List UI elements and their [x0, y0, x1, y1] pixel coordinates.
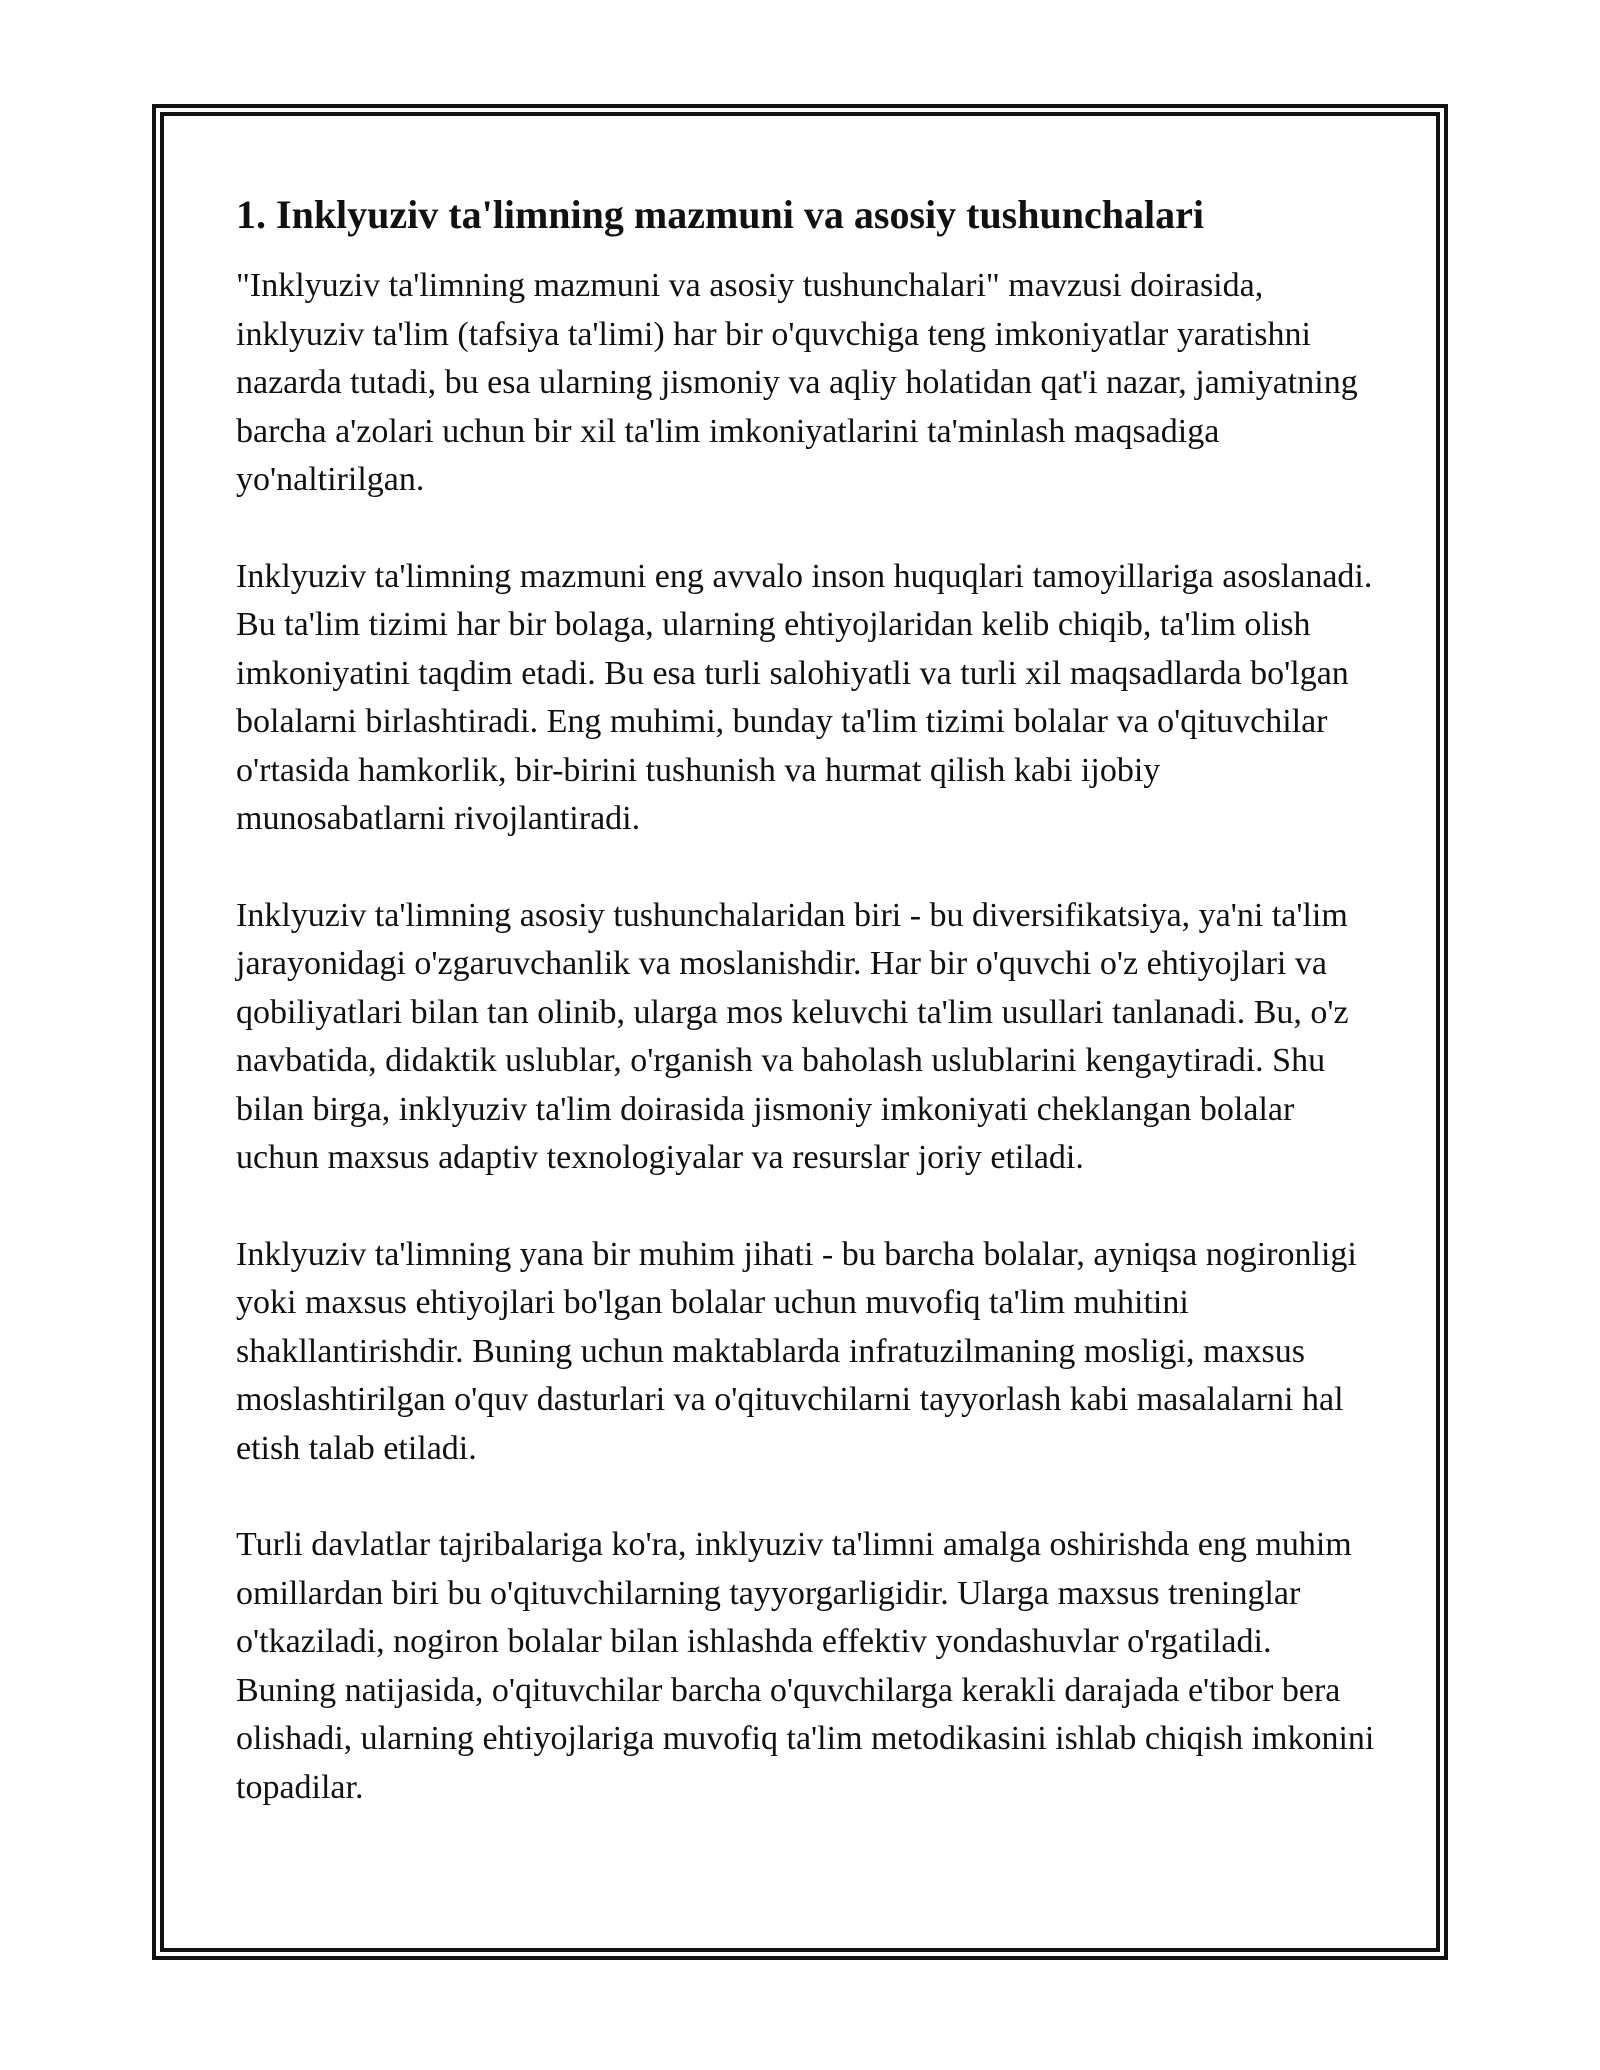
paragraph-5: Turli davlatlar tajribalariga ko'ra, inklyuziv ta'limni amalga oshirishda eng muhim omillardan biri bu o'qituvchilarning tayyorgarligidir. Ularga maxsus treninglar o'tkaziladi, nogiron bolalar bilan ishlashda effektiv yondashuvlar o'rgatiladi. Buning natijasida, o'qituvchilar barcha o'quvchilarga kerakli darajada e'tibor bera olishadi, ularning ehtiyojlariga muvofiq ta'lim metodikasini ishlab chiqish imkonini topadilar.: [236, 1526, 1375, 1806]
document-body: [236, 190, 1376, 1812]
paragraph-4: Inklyuziv ta'limning yana bir muhim jihati - bu barcha bolalar, ayniqsa nogironligi yoki maxsus ehtiyojlari bo'lgan bolalar uchun muvofiq ta'lim muhitini shakllantirishdir. Buning uchun maktablarda infratuzilmaning mosligi, maxsus moslashtirilgan o'quv dasturlari va o'qituvchilarni tayyorlash kabi masalalarni hal etish talab etiladi.: [236, 1235, 1357, 1467]
paragraph-3: Inklyuziv ta'limning asosiy tushunchalaridan biri - bu diversifikatsiya, ya'ni ta'lim jarayonidagi o'zgaruvchanlik va moslanishdir. Har bir o'quvchi o'z ehtiyojlari va qobiliyatlari bilan tan olinib, ularga mos keluvchi ta'lim usullari tanlanadi. Bu, o'z navbatida, didaktik uslublar, o'rganish va baholash uslublarini kengaytiradi. Shu bilan birga, inklyuziv ta'lim doirasida jismoniy imkoniyati cheklangan bolalar uchun maxsus adaptiv texnologiyalar va resurslar joriy etiladi.: [236, 896, 1349, 1176]
section-heading: 1. Inklyuziv ta'limning mazmuni va asosiy tushunchalari: [236, 192, 1204, 237]
paragraph-1: "Inklyuziv ta'limning mazmuni va asosiy tushunchalari" mavzusi doirasida, inklyuziv ta'lim (tafsiya ta'limi) har bir o'quvchiga teng imkoniyatlar yaratishni nazarda tutadi, bu esa ularning jismoniy va aqliy holatidan qat'i nazar, jamiyatning barcha a'zolari uchun bir xil ta'lim imkoniyatlarini ta'minlash maqsadiga yo'naltirilgan.: [236, 267, 1358, 498]
paragraph-2: Inklyuziv ta'limning mazmuni eng avvalo inson huquqlari tamoyillariga asoslanadi. Bu ta'lim tizimi har bir bolaga, ularning ehtiyojlaridan kelib chiqib, ta'lim olish imkoniyatini taqdim etadi. Bu esa turli salohiyatli va turli xil maqsadlarda bo'lgan bolalarni birlashtiradi. Eng muhimi, bunday ta'lim tizimi bolalar va o'qituvchilar o'rtasida hamkorlik, bir-birini tushunish va hurmat qilish kabi ijobiy munosabatlarni rivojlantiradi.: [236, 557, 1373, 837]
